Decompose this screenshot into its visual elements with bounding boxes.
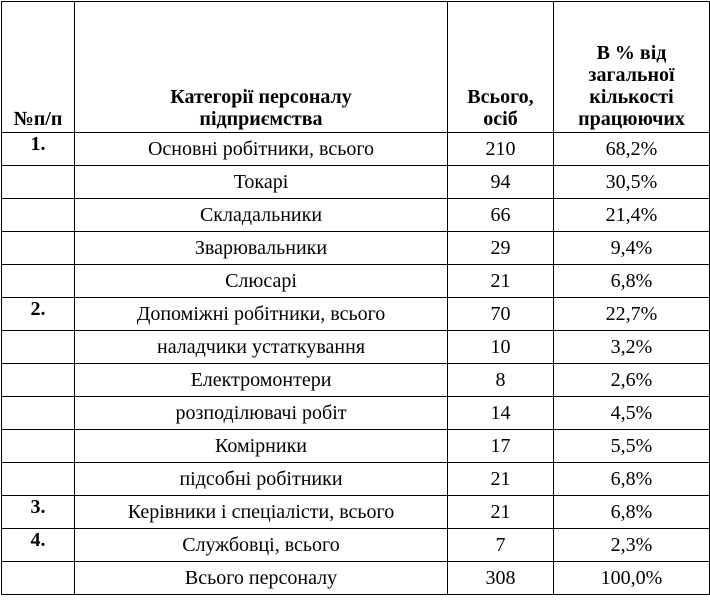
cell-category: Токарі: [75, 166, 448, 199]
cell-total: 10: [448, 331, 554, 364]
header-total: Всього, осіб: [448, 2, 554, 133]
cell-total: 29: [448, 232, 554, 265]
cell-num: [2, 430, 75, 463]
cell-total: 70: [448, 298, 554, 331]
table-row: [2, 364, 710, 397]
table-row: [2, 331, 710, 364]
cell-num: [2, 562, 75, 595]
cell-percent: 68,2%: [554, 133, 710, 166]
cell-num: 3.: [2, 496, 75, 529]
cell-num: [2, 166, 75, 199]
cell-category: Складальники: [75, 199, 448, 232]
header-category: Категорії персоналу підприємства: [75, 2, 448, 133]
cell-num: [2, 265, 75, 298]
header-percent: В % від загальної кількості працюючих: [554, 2, 710, 133]
cell-percent: 6,8%: [554, 463, 710, 496]
table-row: [2, 232, 710, 265]
cell-total: 210: [448, 133, 554, 166]
cell-category: підсобні робітники: [75, 463, 448, 496]
cell-total: 21: [448, 463, 554, 496]
table-row: [2, 562, 710, 595]
cell-total: 21: [448, 496, 554, 529]
cell-category: наладчики устаткування: [75, 331, 448, 364]
cell-percent: 6,8%: [554, 496, 710, 529]
cell-num: 1.: [2, 133, 75, 166]
cell-total: 14: [448, 397, 554, 430]
table-row: [2, 265, 710, 298]
table-row: [2, 298, 710, 331]
cell-percent: 5,5%: [554, 430, 710, 463]
cell-category: Електромонтери: [75, 364, 448, 397]
cell-percent: 30,5%: [554, 166, 710, 199]
cell-num: [2, 199, 75, 232]
personnel-table: [1, 1, 710, 595]
cell-category: Слюсарі: [75, 265, 448, 298]
cell-num: [2, 232, 75, 265]
cell-num: 4.: [2, 529, 75, 562]
cell-percent: 3,2%: [554, 331, 710, 364]
cell-percent: 22,7%: [554, 298, 710, 331]
cell-category: Комірники: [75, 430, 448, 463]
cell-total: 17: [448, 430, 554, 463]
cell-num: [2, 364, 75, 397]
header-num: №п/п: [2, 2, 75, 133]
cell-category: Всього персоналу: [75, 562, 448, 595]
cell-num: [2, 463, 75, 496]
table-row: [2, 397, 710, 430]
cell-percent: 100,0%: [554, 562, 710, 595]
cell-total: 66: [448, 199, 554, 232]
cell-total: 8: [448, 364, 554, 397]
cell-total: 94: [448, 166, 554, 199]
cell-num: [2, 331, 75, 364]
cell-total: 21: [448, 265, 554, 298]
table-row: [2, 463, 710, 496]
table-row: [2, 430, 710, 463]
cell-percent: 6,8%: [554, 265, 710, 298]
cell-category: Службовці, всього: [75, 529, 448, 562]
cell-category: Зварювальники: [75, 232, 448, 265]
cell-num: [2, 397, 75, 430]
cell-percent: 2,3%: [554, 529, 710, 562]
cell-percent: 9,4%: [554, 232, 710, 265]
cell-category: розподілювачі робіт: [75, 397, 448, 430]
table-row: [2, 529, 710, 562]
cell-category: Основні робітники, всього: [75, 133, 448, 166]
cell-total: 308: [448, 562, 554, 595]
table-row: [2, 199, 710, 232]
cell-num: 2.: [2, 298, 75, 331]
table-row: [2, 496, 710, 529]
table-row: [2, 133, 710, 166]
table-row: [2, 166, 710, 199]
cell-category: Допоміжні робітники, всього: [75, 298, 448, 331]
cell-percent: 2,6%: [554, 364, 710, 397]
cell-total: 7: [448, 529, 554, 562]
cell-percent: 21,4%: [554, 199, 710, 232]
cell-category: Керівники і спеціалісти, всього: [75, 496, 448, 529]
table-header-row: [2, 2, 710, 133]
cell-percent: 4,5%: [554, 397, 710, 430]
